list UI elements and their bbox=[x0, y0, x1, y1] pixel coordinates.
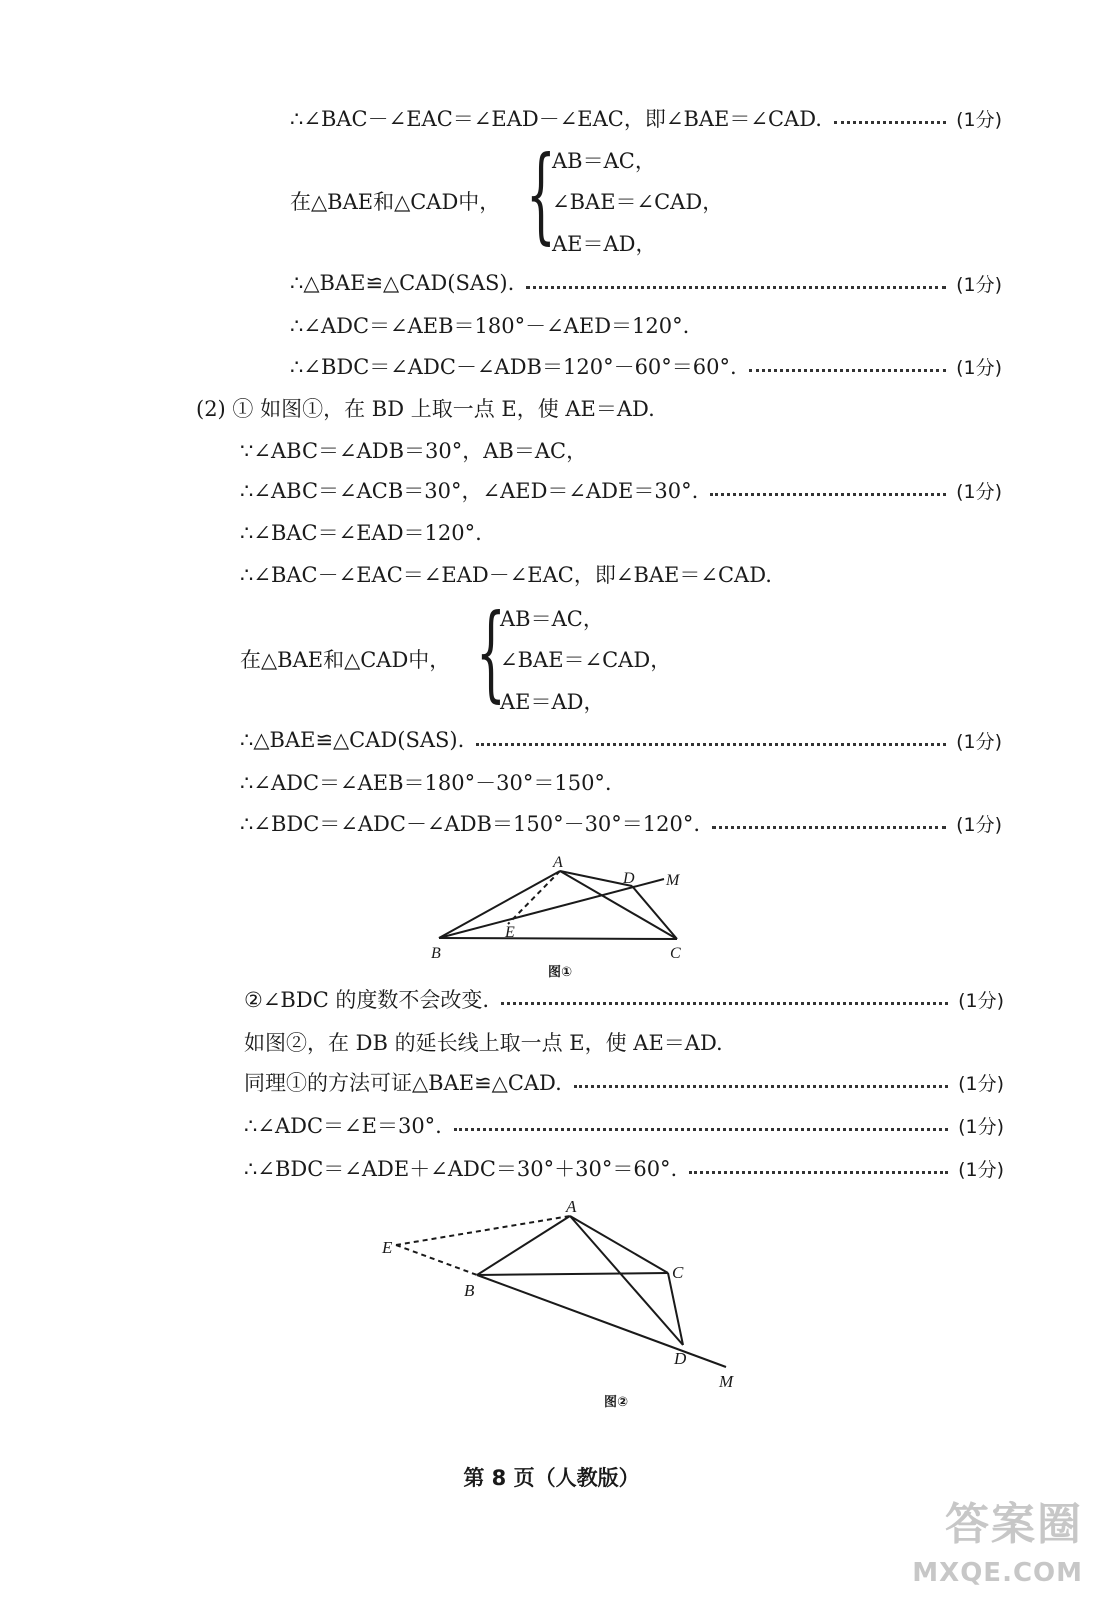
label-a: A bbox=[553, 854, 563, 871]
dot-leader bbox=[501, 1002, 948, 1005]
score: (1分) bbox=[956, 813, 1002, 836]
dot-leader bbox=[574, 1085, 948, 1088]
figure-1-caption: 图① bbox=[548, 965, 573, 980]
segment-ac bbox=[570, 1216, 668, 1273]
segment-cd bbox=[668, 1273, 683, 1345]
solution-line bbox=[240, 805, 1002, 841]
solution-line bbox=[244, 1150, 1004, 1186]
line-text: ∴∠ADC＝∠AEB＝180°－30°＝150°. bbox=[240, 771, 612, 795]
solution-line bbox=[244, 1064, 1004, 1100]
figure-1 bbox=[420, 850, 700, 970]
score: (1分) bbox=[956, 108, 1002, 131]
dot-leader bbox=[526, 286, 946, 289]
line-text: ∴∠ADC＝∠E＝30°. bbox=[244, 1114, 442, 1138]
solution-line bbox=[196, 390, 655, 426]
segment-ea-dashed bbox=[396, 1216, 570, 1245]
label-b: B bbox=[431, 945, 441, 962]
line-text: 如图②，在 DB 的延长线上取一点 E，使 AE＝AD. bbox=[244, 1031, 723, 1055]
score: (1分) bbox=[958, 989, 1004, 1012]
score: (1分) bbox=[958, 1158, 1004, 1181]
score: (1分) bbox=[956, 730, 1002, 753]
label-c: C bbox=[670, 945, 681, 962]
label-d: D bbox=[674, 1349, 687, 1368]
line-text: ∴∠ABC＝∠ACB＝30°，∠AED＝∠ADE＝30°. bbox=[240, 479, 699, 503]
score: (1分) bbox=[958, 1072, 1004, 1095]
label-d: D bbox=[623, 870, 635, 887]
brace-row: AE＝AD， bbox=[500, 690, 605, 714]
watermark-url: MXQE.COM bbox=[912, 1558, 1083, 1588]
line-text: ∴∠BAC＝∠EAD＝120°. bbox=[240, 521, 482, 545]
watermark-logo bbox=[893, 1488, 1083, 1588]
solution-line bbox=[244, 1107, 1004, 1143]
line-text: ②∠BDC 的度数不会改变. bbox=[244, 988, 490, 1012]
brace-icon: { bbox=[526, 133, 556, 255]
line-text: ∵∠ABC＝∠ADB＝30°，AB＝AC， bbox=[240, 439, 588, 463]
line-text: ∴∠BAC－∠EAC＝∠EAD－∠EAC，即∠BAE＝∠CAD. bbox=[290, 107, 822, 131]
segment-eb-dashed bbox=[396, 1245, 477, 1275]
line-text: ∴∠BAC－∠EAC＝∠EAD－∠EAC，即∠BAE＝∠CAD. bbox=[240, 563, 772, 587]
segment-ad bbox=[570, 1216, 683, 1345]
solution-line bbox=[290, 265, 1002, 301]
solution-line bbox=[290, 100, 1002, 136]
brace-icon: { bbox=[476, 591, 506, 713]
dot-leader bbox=[712, 826, 946, 829]
dot-leader bbox=[834, 121, 946, 124]
segment-ab bbox=[477, 1216, 570, 1275]
solution-line bbox=[290, 348, 1002, 384]
brace-row: ∠BAE＝∠CAD， bbox=[500, 648, 672, 672]
brace-row: ∠BAE＝∠CAD， bbox=[552, 190, 724, 214]
solution-line bbox=[240, 472, 1002, 508]
score: (1分) bbox=[956, 480, 1002, 503]
watermark-title: 答案圈 bbox=[945, 1499, 1083, 1550]
label-c: C bbox=[672, 1263, 684, 1282]
ray-bm bbox=[439, 879, 664, 938]
label-e: E bbox=[505, 924, 515, 941]
brace-row: AE＝AD， bbox=[552, 232, 657, 256]
label-m: M bbox=[666, 872, 680, 889]
dot-leader bbox=[454, 1128, 948, 1131]
page-footer: 第 8 页（人教版） bbox=[463, 1466, 640, 1490]
solution-line bbox=[240, 514, 482, 550]
line-text: 同理①的方法可证△BAE≌△CAD. bbox=[244, 1071, 562, 1095]
solution-line bbox=[244, 1024, 723, 1060]
segment-ad bbox=[560, 871, 632, 886]
label-e: E bbox=[382, 1238, 393, 1257]
line-text: ∴∠BDC＝∠ADE＋∠ADC＝30°＋30°＝60°. bbox=[244, 1157, 678, 1181]
line-text: ∴∠BDC＝∠ADC－∠ADB＝120°－60°＝60°. bbox=[290, 355, 737, 379]
line-text: ∴∠BDC＝∠ADC－∠ADB＝150°－30°＝120°. bbox=[240, 812, 701, 836]
brace-lead: 在△BAE和△CAD中， bbox=[290, 190, 501, 214]
line-text: (2) ① 如图①，在 BD 上取一点 E，使 AE＝AD. bbox=[196, 397, 655, 421]
solution-line bbox=[240, 556, 772, 592]
score: (1分) bbox=[956, 356, 1002, 379]
dot-leader bbox=[749, 369, 946, 372]
segment-bc bbox=[439, 938, 677, 939]
figure-1-diagram bbox=[420, 850, 700, 970]
figure-2-caption: 图② bbox=[604, 1395, 629, 1410]
dot-leader bbox=[710, 493, 946, 496]
label-b: B bbox=[464, 1281, 475, 1300]
figure-2 bbox=[370, 1195, 750, 1395]
score: (1分) bbox=[958, 1115, 1004, 1138]
line-text: ∴∠ADC＝∠AEB＝180°－∠AED＝120°. bbox=[290, 314, 690, 338]
brace-row: AB＝AC， bbox=[552, 149, 656, 173]
dot-leader bbox=[689, 1171, 948, 1174]
label-a: A bbox=[566, 1197, 577, 1216]
figure-2-diagram bbox=[370, 1195, 750, 1395]
segment-ae-dashed bbox=[508, 871, 560, 924]
dot-leader bbox=[476, 743, 946, 746]
label-m: M bbox=[719, 1372, 734, 1391]
line-text: ∴△BAE≌△CAD(SAS). bbox=[240, 728, 465, 752]
brace-lead: 在△BAE和△CAD中， bbox=[240, 648, 451, 672]
solution-line bbox=[240, 764, 612, 800]
solution-line bbox=[240, 432, 587, 468]
segment-ab bbox=[439, 871, 560, 938]
ray-bm bbox=[477, 1275, 726, 1367]
solution-line bbox=[244, 981, 1004, 1017]
line-text: ∴△BAE≌△CAD(SAS). bbox=[290, 271, 515, 295]
solution-line bbox=[240, 722, 1002, 758]
solution-line bbox=[290, 307, 689, 343]
segment-dc bbox=[632, 886, 677, 939]
brace-row: AB＝AC， bbox=[500, 607, 604, 631]
segment-bc bbox=[477, 1273, 668, 1275]
score: (1分) bbox=[956, 273, 1002, 296]
